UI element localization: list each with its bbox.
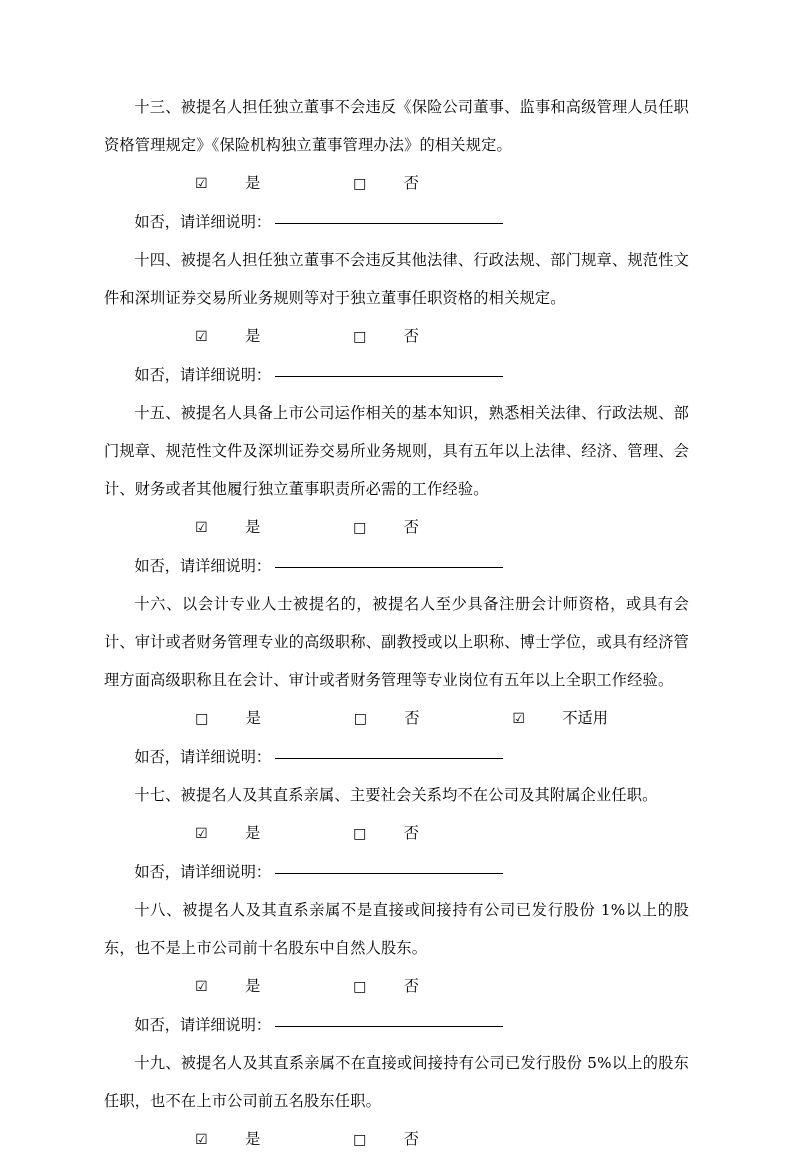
question-block xyxy=(104,891,689,1044)
checkbox-unchecked-icon[interactable]: □ xyxy=(353,1131,367,1148)
checkbox-checked-icon[interactable]: ☑ xyxy=(195,1131,208,1148)
option-label: 否 xyxy=(403,824,419,842)
explanation-blank-line[interactable] xyxy=(275,566,503,568)
option-unselected[interactable] xyxy=(292,164,419,203)
question-text: 十八、被提名人及其直系亲属不是直接或间接持有公司已发行股份 1%以上的股东，也不是上市公司前十名股东中自然人股东。 xyxy=(104,901,689,957)
option-label: 是 xyxy=(245,1130,261,1148)
option-label: 是 xyxy=(245,518,261,536)
explanation-row xyxy=(104,853,689,891)
option-unselected[interactable] xyxy=(292,508,419,547)
option-selected[interactable] xyxy=(134,317,260,356)
answer-options xyxy=(104,508,689,547)
option-unselected[interactable] xyxy=(292,1120,419,1159)
answer-options xyxy=(104,164,689,203)
option-unselected[interactable] xyxy=(292,317,419,356)
explanation-row xyxy=(104,738,689,776)
question-text: 十四、被提名人担任独立董事不会违反其他法律、行政法规、部门规章、规范性文件和深圳证券交易所业务规则等对于独立董事任职资格的相关规定。 xyxy=(104,251,689,307)
checkbox-unchecked-icon[interactable]: □ xyxy=(353,825,367,842)
option-unselected[interactable] xyxy=(134,699,261,738)
option-label: 否 xyxy=(403,977,419,995)
option-selected[interactable] xyxy=(134,508,260,547)
question-text: 十九、被提名人及其直系亲属不在直接或间接持有公司已发行股份 5%以上的股东任职，也不在上市公司前五名股东任职。 xyxy=(104,1054,689,1110)
option-label: 否 xyxy=(403,518,419,536)
answer-options xyxy=(104,317,689,356)
option-unselected[interactable] xyxy=(292,967,419,1006)
question-block xyxy=(104,241,689,394)
question-text: 十三、被提名人担任独立董事不会违反《保险公司董事、监事和高级管理人员任职资格管理规定》《保险机构独立董事管理办法》的相关规定。 xyxy=(104,98,689,154)
option-label: 否 xyxy=(404,709,420,727)
answer-options xyxy=(104,1120,689,1159)
checkbox-unchecked-icon[interactable]: □ xyxy=(353,519,367,536)
option-unselected[interactable] xyxy=(293,699,420,738)
explanation-row xyxy=(104,203,689,241)
question-block xyxy=(104,1044,689,1159)
checkbox-unchecked-icon[interactable]: □ xyxy=(353,175,367,192)
checkbox-checked-icon[interactable]: ☑ xyxy=(195,519,208,536)
question-text: 十六、以会计专业人士被提名的，被提名人至少具备注册会计师资格，或具有会计、审计或者财务管理专业的高级职称、副教授或以上职称、博士学位，或具有经济管理方面高级职称且在会计、审计或者财务管理等专业岗位有五年以上全职工作经验。 xyxy=(104,595,689,689)
question-block xyxy=(104,88,689,241)
option-selected[interactable] xyxy=(452,699,608,738)
option-selected[interactable] xyxy=(134,967,260,1006)
option-label: 否 xyxy=(403,174,419,192)
document-body xyxy=(104,88,689,1159)
checkbox-unchecked-icon[interactable]: □ xyxy=(353,328,367,345)
explanation-blank-line[interactable] xyxy=(275,1025,503,1027)
explanation-label: 如否，请详细说明： xyxy=(134,748,272,766)
checkbox-checked-icon[interactable]: ☑ xyxy=(195,175,208,192)
explanation-blank-line[interactable] xyxy=(275,757,503,759)
option-selected[interactable] xyxy=(134,814,260,853)
option-label: 是 xyxy=(245,824,261,842)
explanation-blank-line[interactable] xyxy=(275,222,503,224)
option-label: 否 xyxy=(403,327,419,345)
question-block xyxy=(104,776,689,891)
question-text: 十七、被提名人及其直系亲属、主要社会关系均不在公司及其附属企业任职。 xyxy=(134,786,658,804)
option-label: 是 xyxy=(245,977,261,995)
explanation-blank-line[interactable] xyxy=(275,872,503,874)
option-selected[interactable] xyxy=(134,1120,260,1159)
explanation-blank-line[interactable] xyxy=(275,375,503,377)
answer-options xyxy=(104,699,689,738)
explanation-row xyxy=(104,547,689,585)
option-label: 否 xyxy=(403,1130,419,1148)
option-label: 不适用 xyxy=(562,709,608,727)
option-selected[interactable] xyxy=(134,164,260,203)
explanation-label: 如否，请详细说明： xyxy=(134,213,272,231)
option-unselected[interactable] xyxy=(292,814,419,853)
option-label: 是 xyxy=(245,709,261,727)
checkbox-checked-icon[interactable]: ☑ xyxy=(195,825,208,842)
checkbox-checked-icon[interactable]: ☑ xyxy=(195,978,208,995)
answer-options xyxy=(104,814,689,853)
checkbox-unchecked-icon[interactable]: □ xyxy=(195,710,209,727)
explanation-label: 如否，请详细说明： xyxy=(134,366,272,384)
explanation-label: 如否，请详细说明： xyxy=(134,863,272,881)
explanation-label: 如否，请详细说明： xyxy=(134,1016,272,1034)
answer-options xyxy=(104,967,689,1006)
checkbox-unchecked-icon[interactable]: □ xyxy=(353,978,367,995)
question-block xyxy=(104,585,689,776)
checkbox-checked-icon[interactable]: ☑ xyxy=(195,328,208,345)
explanation-label: 如否，请详细说明： xyxy=(134,557,272,575)
checkbox-checked-icon[interactable]: ☑ xyxy=(512,710,525,727)
explanation-row xyxy=(104,356,689,394)
question-block xyxy=(104,394,689,585)
option-label: 是 xyxy=(245,327,261,345)
question-text: 十五、被提名人具备上市公司运作相关的基本知识，熟悉相关法律、行政法规、部门规章、规范性文件及深圳证券交易所业务规则，具有五年以上法律、经济、管理、会计、财务或者其他履行独立董事职责所必需的工作经验。 xyxy=(104,404,689,498)
checkbox-unchecked-icon[interactable]: □ xyxy=(353,710,367,727)
explanation-row xyxy=(104,1006,689,1044)
option-label: 是 xyxy=(245,174,261,192)
